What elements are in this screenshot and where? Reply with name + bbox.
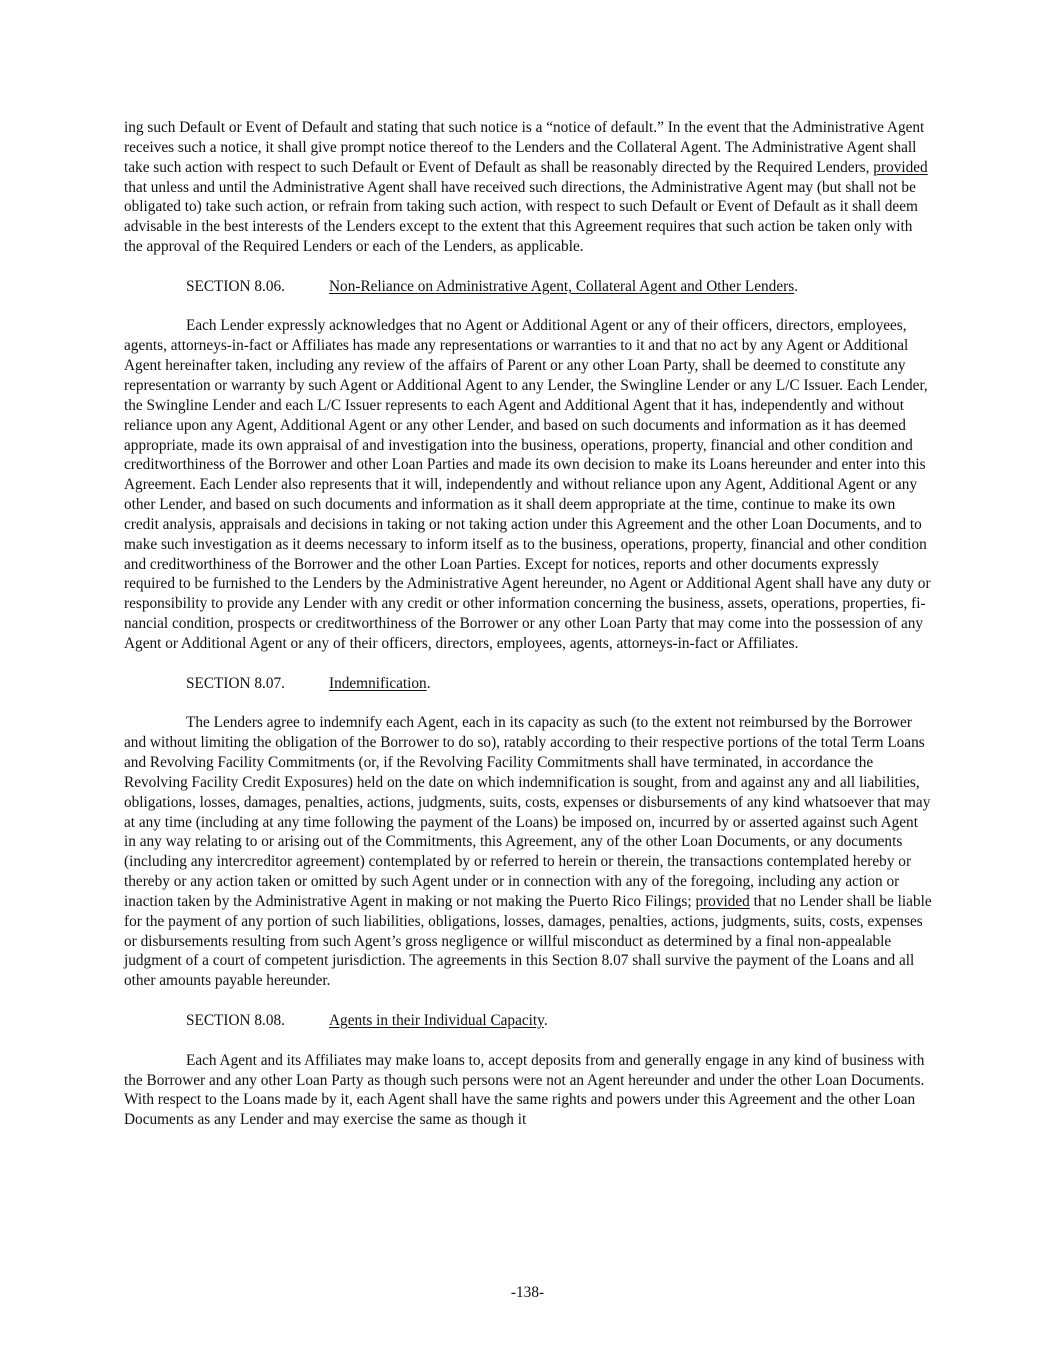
provided-term: provided <box>695 892 750 910</box>
section-8-08-heading: SECTION 8.08. Agents in their Individual Capacity. <box>186 1011 548 1029</box>
section-8-06-heading: SECTION 8.06. Non-Reliance on Administrative Agent, Collateral Agent and Other Lenders. <box>186 277 798 295</box>
section-8-08-body: Each Agent and its Affiliates may make loans to, accept deposits from and generally engage in any kind of business with the Borrower and any other Loan Party as though such persons were not an Agent hereunder and under the other Loan Documents. With respect to the Loans made by it, each Agent shall have the same rights and powers under this Agreement and the other Loan Documents as any Lender and may exercise the same as though it <box>124 1051 925 1129</box>
section-title: Agents in their Individual Capacity <box>329 1011 544 1029</box>
section-8-07-heading: SECTION 8.07. Indemnification. <box>186 674 431 692</box>
section-number: SECTION 8.07. <box>186 674 286 692</box>
section-number: SECTION 8.08. <box>186 1011 286 1029</box>
section-title: Non-Reliance on Administrative Agent, Collateral Agent and Other Lenders <box>329 277 795 295</box>
section-8-06-body: Each Lender expressly acknowledges that no Agent or Additional Agent or any of their officers, directors, employees, agents, attorneys-in-fact or Affiliates has made any representations or warranties to it and that no act by any Agent or Additional Agent hereinafter taken, including any review of the affairs of Parent or any other Loan Party, shall be deemed to constitute any representation or warranty by such Agent or Additional Agent to any Lender, the Swingline Lender or any L/C Issuer. Each Lender, the Swingline Lender and each L/C Issuer represents to each Agent and Additional Agent that it has, independently and without reliance upon any Agent, Additional Agent or any other Lender, and based on such documents and information as it has deemed appropriate, made its own appraisal of and investigation into the business, operations, property, financial and other condition and creditworthiness of the Borrower and other Loan Parties and made its own decision to make its Loans hereunder and enter into this Agreement. Each Lender also represents that it will, independently and without reliance upon any Agent, Additional Agent or any other Lender, and based on such documents and information as it shall deem appropriate at the time, continue to make its own credit analysis, appraisals and decisions in taking or not taking action under this Agreement and the other Loan Documents, and to make such investigation as it deems necessary to inform itself as to the business, operations, property, financial and other condition and creditworthiness of the Borrower and the other Loan Parties. Except for notices, reports and other documents expressly required to be furnished to the Lenders by the Administrative Agent hereunder, no Agent or Additional Agent shall have any duty or responsibility to provide any Lender with any credit or other information concerning the business, assets, operations, properties, financial condition, prospects or creditworthiness of the Borrower or any other Loan Party that may come into the possession of any Agent or Additional Agent or any of their officers, directors, employees, agents, attorneys-in-fact or Affiliates. <box>124 317 931 652</box>
section-title: Indemnification <box>329 674 427 692</box>
page-number: -138- <box>510 1284 545 1301</box>
provided-term: provided <box>873 158 928 176</box>
document-page <box>124 118 932 1130</box>
section-number: SECTION 8.06. <box>186 277 286 295</box>
paragraph-continuation: ing such Default or Event of Default and stating that such notice is a “notice of default.” In the event that the Administrative Agent receives such a notice, it shall give prompt notice thereof to the Lenders and the Collateral Agent. The Administrative Agent shall take such action with respect to such Default or Event of Default as shall be reasonably directed by the Required Lenders, provided that unless and until the Administrative Agent shall have received such directions, the Administrative Agent may (but shall not be obligated to) take such action, or refrain from taking such action, with respect to such Default or Event of Default as it shall deem advisable in the best interests of the Lenders except to the extent that this Agreement requires that such action be taken only with the approval of the Required Lenders or each of the Lenders, as applicable. <box>124 119 928 256</box>
section-8-07-body: The Lenders agree to indemnify each Agent, each in its capacity as such (to the extent not reimbursed by the Borrower and without limiting the obligation of the Borrower to do so), ratably according to their respective portions of the total Term Loans and Revolving Facility Commitments (or, if the Revolving Facility Commitments shall have terminated, in accordance the Revolving Facility Credit Exposures) held on the date on which indemnification is sought, from and against any and all liabilities, obligations, losses, damages, penalties, actions, judgments, suits, costs, expenses or disbursements of any kind whatsoever that may at any time (including at any time following the payment of the Loans) be imposed on, incurred by or asserted against such Agent in any way relating to or arising out of the Commitments, this Agreement, any of the other Loan Documents, or any documents (including any intercreditor agreement) contemplated by or referred to herein or therein, the transactions contemplated hereby or thereby or any action taken or omitted by such Agent under or in connection with any of the foregoing, including any action or inaction taken by the Administrative Agent in making or not making the Puerto Rico Filings; provided that no Lender shall be liable for the payment of any portion of such liabilities, obligations, losses, damages, penalties, actions, judgments, suits, costs, expenses or disbursements resulting from such Agent’s gross negligence or willful misconduct as determined by a final non-appealable judgment of a court of competent jurisdiction. The agreements in this Section 8.07 shall survive the payment of the Loans and all other amounts payable hereunder. <box>124 714 932 990</box>
